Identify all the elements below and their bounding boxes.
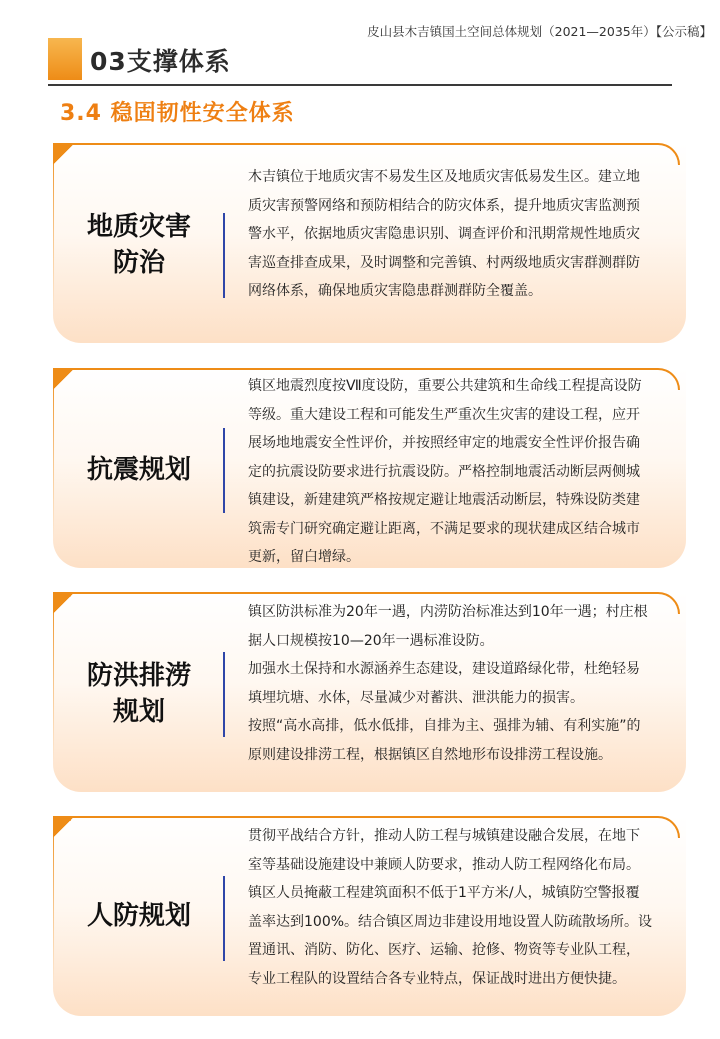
document-header: 皮山县木吉镇国土空间总体规划（2021—2035年）【公示稿】: [367, 24, 712, 39]
card-top-line: [53, 816, 658, 818]
card-paragraph: 木吉镇位于地质灾害不易发生区及地质灾害低易发生区。建立地质灾害预警网络和预防相结合的防灾体系，提升地质灾害监测预警水平，依据地质灾害隐患识别、调查评价和汛期常规性地质灾害巡查排查成果，及时调整和完善镇、村两级地质灾害群测群防网络体系，确保地质灾害隐患群测群防全覆盖。: [248, 169, 640, 299]
card-corner-mark: [53, 816, 75, 838]
card-flood: [53, 592, 686, 792]
card-notch: [658, 368, 680, 390]
card-body: [248, 372, 653, 572]
card-title-line: 防洪排涝: [86, 661, 191, 691]
card-notch: [658, 816, 680, 838]
card-corner-mark: [53, 368, 75, 390]
card-title: [53, 209, 225, 281]
card-divider: [223, 428, 225, 513]
chapter-accent-block: [48, 38, 82, 80]
card-body: [248, 822, 653, 993]
card-civil-defense: [53, 816, 686, 1016]
card-geohazard: [53, 143, 686, 343]
card-corner-mark: [53, 143, 75, 165]
card-paragraph: 按照“高水高排，低水低排，自排为主、强排为辅、有利实施”的原则建设排涝工程，根据镇区自然地形布设排涝工程设施。: [248, 718, 641, 763]
card-body: [248, 598, 653, 769]
card-paragraph: 贯彻平战结合方针，推动人防工程与城镇建设融合发展，在地下室等基础设施建设中兼顾人防要求，推动人防工程网络化布局。镇区人员掩蔽工程建筑面积不低于1平方米/人，城镇防空警报覆盖率达到100%。结合镇区周边非建设用地设置人防疏散场所。设置通讯、消防、防化、医疗、运输、抢修、物资等专业队工程，专业工程队的设置结合各专业特点，保证战时进出方便快捷。: [248, 828, 653, 987]
card-title-line: 防治: [112, 248, 165, 278]
card-notch: [658, 143, 680, 165]
card-title-line: 地质灾害: [86, 212, 191, 242]
card-title: [53, 898, 225, 934]
card-title: [53, 658, 225, 730]
card-divider: [223, 213, 225, 298]
card-seismic: [53, 368, 686, 568]
card-notch: [658, 592, 680, 614]
chapter-rule: [48, 84, 672, 86]
card-body: [248, 163, 653, 306]
card-divider: [223, 876, 225, 961]
card-paragraph: 镇区地震烈度按Ⅶ度设防，重要公共建筑和生命线工程提高设防等级。重大建设工程和可能发生严重次生灾害的建设工程，应开展场地地震安全性评价，并按照经审定的地震安全性评价报告确定的抗震设防要求进行抗震设防。严格控制地震活动断层两侧城镇建设，新建建筑严格按规定避让地震活动断层，特殊设防类建筑需专门研究确定避让距离，不满足要求的现状建成区结合城市更新，留白增绿。: [248, 378, 642, 565]
card-paragraph: 加强水土保持和水源涵养生态建设，建设道路绿化带，杜绝轻易填埋坑塘、水体，尽量减少对蓄洪、泄洪能力的损害。: [248, 661, 640, 706]
chapter-title: 03支撑体系: [90, 47, 231, 76]
card-corner-mark: [53, 592, 75, 614]
card-top-line: [53, 143, 658, 145]
card-title-line: 抗震规划: [86, 455, 191, 485]
card-title-line: 人防规划: [86, 901, 191, 931]
card-title: [53, 452, 225, 488]
card-top-line: [53, 368, 658, 370]
card-top-line: [53, 592, 658, 594]
card-paragraph: 镇区防洪标准为20年一遇，内涝防治标准达到10年一遇；村庄根据人口规模按10—20年一遇标准设防。: [248, 604, 648, 649]
section-title: 3.4 稳固韧性安全体系: [60, 101, 295, 126]
card-divider: [223, 652, 225, 737]
card-title-line: 规划: [112, 697, 165, 727]
